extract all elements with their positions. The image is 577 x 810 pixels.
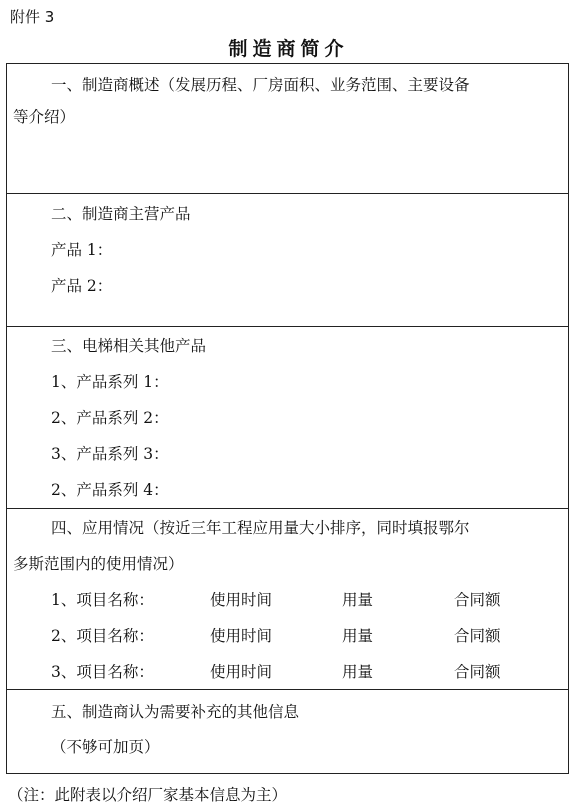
footnote: （注：此附表以介绍厂家基本信息为主） <box>8 786 288 804</box>
usage-time-label: 使用时间 <box>210 663 273 681</box>
section-other-info <box>7 690 568 773</box>
contract-amount-label: 合同额 <box>454 591 501 609</box>
project-name-label: 1、项目名称： <box>51 591 154 609</box>
section-applications-heading: 四、应用情况（按近三年工程应用量大小排序，同时填报鄂尔 <box>51 519 470 537</box>
quantity-label: 用量 <box>342 591 374 609</box>
section-other-products <box>7 327 568 509</box>
page-title: 制造商简介 <box>228 38 349 60</box>
section-overview-heading: 一、制造商概述（发展历程、厂房面积、业务范围、主要设备 <box>51 76 470 94</box>
contract-amount-label: 合同额 <box>454 663 501 681</box>
product-series-item: 2、产品系列 4： <box>51 481 169 499</box>
section-other-info-hint: （不够可加页） <box>51 738 160 756</box>
section-other-products-heading: 三、电梯相关其他产品 <box>51 337 207 355</box>
section-other-info-heading: 五、制造商认为需要补充的其他信息 <box>51 703 300 721</box>
main-product-item: 产品 1： <box>51 241 113 259</box>
section-main-products <box>7 194 568 327</box>
section-applications-heading-cont: 多斯范围内的使用情况） <box>13 555 184 573</box>
section-main-products-heading: 二、制造商主营产品 <box>51 205 191 223</box>
main-product-item: 产品 2： <box>51 277 113 295</box>
quantity-label: 用量 <box>342 627 374 645</box>
usage-time-label: 使用时间 <box>210 627 273 645</box>
section-overview-heading-cont: 等介绍） <box>13 108 76 126</box>
quantity-label: 用量 <box>342 663 374 681</box>
project-name-label: 3、项目名称： <box>51 663 154 681</box>
project-name-label: 2、项目名称： <box>51 627 154 645</box>
product-series-item: 1、产品系列 1： <box>51 373 169 391</box>
section-overview <box>7 64 568 194</box>
product-series-item: 3、产品系列 3： <box>51 445 169 463</box>
company-profile-form <box>6 63 569 774</box>
product-series-item: 2、产品系列 2： <box>51 409 169 427</box>
usage-time-label: 使用时间 <box>210 591 273 609</box>
attachment-label: 附件 3 <box>10 8 55 26</box>
section-applications <box>7 509 568 690</box>
contract-amount-label: 合同额 <box>454 627 501 645</box>
